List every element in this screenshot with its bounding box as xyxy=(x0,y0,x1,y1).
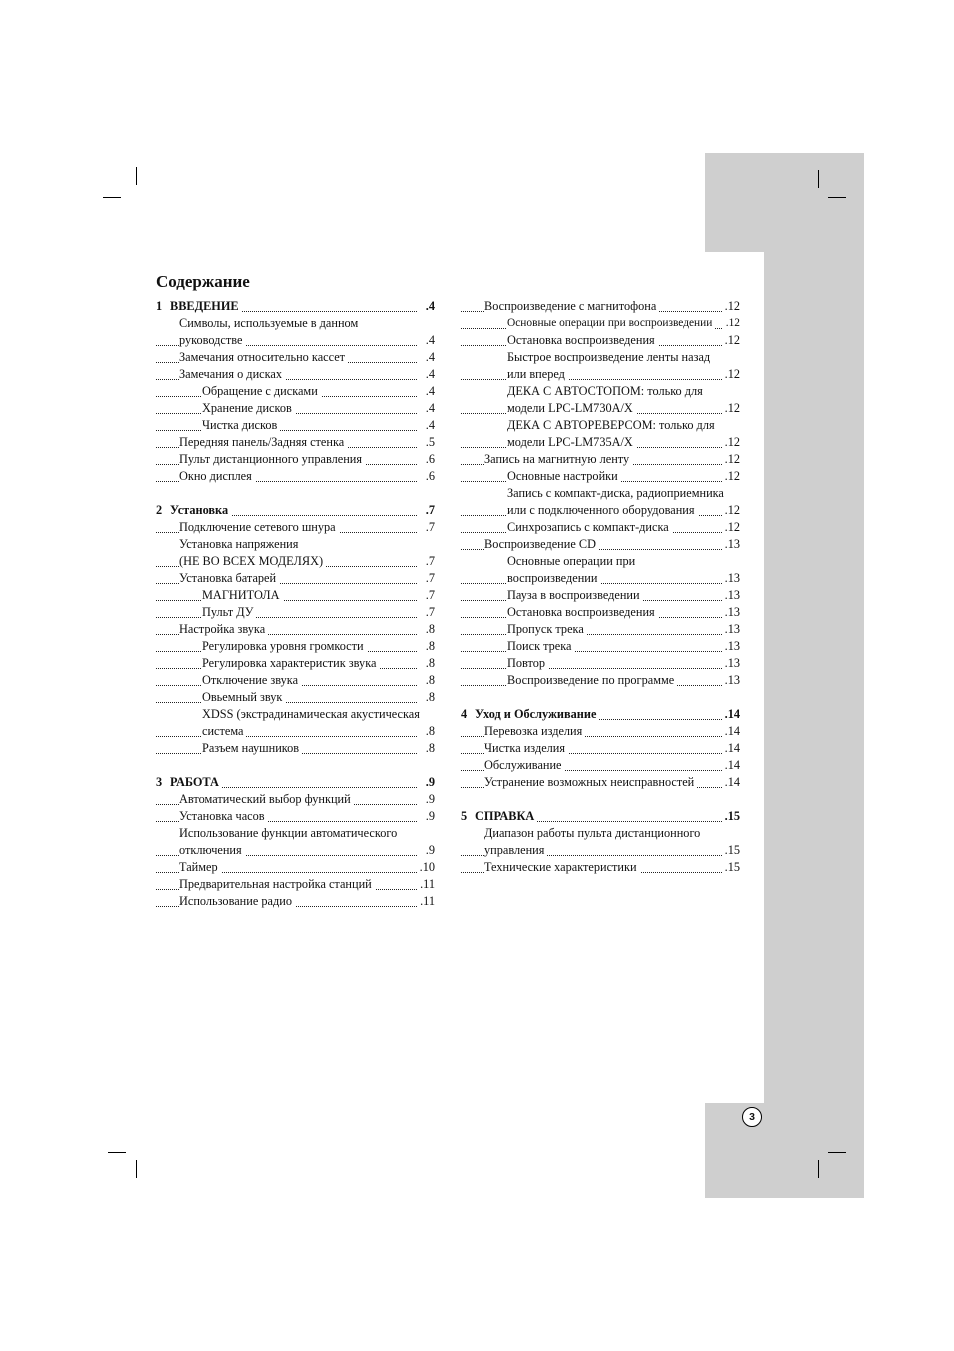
toc-right-column xyxy=(461,298,740,876)
toc-section-2[interactable]: 2 Установка .7 xyxy=(156,503,435,517)
toc-subentry[interactable]: Быстрое воспроизведение ленты назад xyxy=(461,349,740,366)
toc-subentry[interactable]: Остановка воспроизведения .13 xyxy=(461,604,740,621)
toc-entry[interactable]: отключения .9 xyxy=(156,842,435,859)
toc-subentry[interactable]: Основные настройки .12 xyxy=(461,468,740,485)
toc-subentry[interactable]: Обращение с дисками .4 xyxy=(156,383,435,400)
crop-mark-top-left-h xyxy=(103,197,121,198)
toc-subentry[interactable]: ДЕКА С АВТОРЕВЕРСОМ: только для xyxy=(461,417,740,434)
toc-entry[interactable]: Установка батарей .7 xyxy=(156,570,435,587)
toc-subentry[interactable]: Остановка воспроизведения .12 xyxy=(461,332,740,349)
toc-entry[interactable]: Таймер .10 xyxy=(156,859,435,876)
toc-subentry[interactable]: Основные операции при воспроизведении .12 xyxy=(461,315,740,332)
toc-subentry[interactable]: Запись с компакт-диска, радиоприемника xyxy=(461,485,740,502)
toc-entry[interactable]: Передняя панель/Задняя стенка .5 xyxy=(156,434,435,451)
toc-entry[interactable]: (НЕ ВО ВСЕХ МОДЕЛЯХ) .7 xyxy=(156,553,435,570)
toc-entry[interactable]: Использование радио .11 xyxy=(156,893,435,910)
toc-subentry[interactable]: XDSS (экстрадинамическая акустическая xyxy=(156,706,435,723)
toc-entry[interactable]: Чистка изделия .14 xyxy=(461,740,740,757)
toc-subentry[interactable]: воспроизведении .13 xyxy=(461,570,740,587)
toc-entry[interactable]: Устранение возможных неисправностей .14 xyxy=(461,774,740,791)
toc-entry[interactable]: Замечания о дисках .4 xyxy=(156,366,435,383)
crop-mark-bottom-right-h xyxy=(828,1152,846,1153)
toc-entry[interactable]: Подключение сетевого шнура .7 xyxy=(156,519,435,536)
toc-subentry[interactable]: Регулировка характеристик звука .8 xyxy=(156,655,435,672)
side-tab-strip xyxy=(764,252,864,1103)
page-title: Содержание xyxy=(156,272,250,291)
section-gap xyxy=(156,485,435,502)
toc-section-3[interactable]: 3 РАБОТА .9 xyxy=(156,775,435,789)
toc-entry[interactable]: Обслуживание .14 xyxy=(461,757,740,774)
toc-entry[interactable]: Воспроизведение CD .13 xyxy=(461,536,740,553)
toc-entry[interactable]: Настройка звука .8 xyxy=(156,621,435,638)
crop-mark-top-right-h xyxy=(828,197,846,198)
toc-entry[interactable]: Пульт дистанционного управления .6 xyxy=(156,451,435,468)
toc-entry[interactable]: Окно дисплея .6 xyxy=(156,468,435,485)
toc-subentry[interactable]: Пульт ДУ .7 xyxy=(156,604,435,621)
toc-subentry[interactable]: Хранение дисков .4 xyxy=(156,400,435,417)
crop-mark-top-right-v xyxy=(818,170,819,188)
toc-entry[interactable]: Символы, используемые в данном xyxy=(156,315,435,332)
toc-subentry[interactable]: или с подключенного оборудования .12 xyxy=(461,502,740,519)
toc-subentry[interactable]: Поиск трека .13 xyxy=(461,638,740,655)
toc-subentry[interactable]: Пропуск трека .13 xyxy=(461,621,740,638)
section-gap xyxy=(461,689,740,706)
crop-mark-bottom-left-v xyxy=(136,1160,137,1178)
toc-entry[interactable]: управления .15 xyxy=(461,842,740,859)
side-tab-top xyxy=(705,153,864,252)
toc-entry[interactable]: Замечания относительно кассет .4 xyxy=(156,349,435,366)
side-tab-bottom xyxy=(705,1103,864,1198)
toc-subentry[interactable]: ДЕКА С АВТОСТОПОМ: только для xyxy=(461,383,740,400)
toc-subentry[interactable]: Чистка дисков .4 xyxy=(156,417,435,434)
toc-entry[interactable]: руководстве .4 xyxy=(156,332,435,349)
toc-subentry[interactable]: модели LPC-LM730A/X .12 xyxy=(461,400,740,417)
toc-entry[interactable]: Технические характеристики .15 xyxy=(461,859,740,876)
toc-entry[interactable]: Автоматический выбор функций .9 xyxy=(156,791,435,808)
toc-subentry[interactable]: Регулировка уровня громкости .8 xyxy=(156,638,435,655)
toc-section-4[interactable]: 4 Уход и Обслуживание .14 xyxy=(461,707,740,721)
toc-subentry[interactable]: Овьемный звук .8 xyxy=(156,689,435,706)
toc-entry[interactable]: Установка напряжения xyxy=(156,536,435,553)
toc-subentry[interactable]: Основные операции при xyxy=(461,553,740,570)
toc-subentry[interactable]: Пауза в воспроизведении .13 xyxy=(461,587,740,604)
section-gap xyxy=(156,757,435,774)
toc-subentry[interactable]: МАГНИТОЛА .7 xyxy=(156,587,435,604)
toc-entry[interactable]: Воспроизведение с магнитофона .12 xyxy=(461,298,740,315)
toc-subentry[interactable]: система .8 xyxy=(156,723,435,740)
toc-entry[interactable]: Диапазон работы пульта дистанционного xyxy=(461,825,740,842)
toc-subentry[interactable]: модели LPC-LM735A/X .12 xyxy=(461,434,740,451)
toc-subentry[interactable]: Синхрозапись с компакт-диска .12 xyxy=(461,519,740,536)
toc-subentry[interactable]: или вперед .12 xyxy=(461,366,740,383)
toc-section-5[interactable]: 5 СПРАВКА .15 xyxy=(461,809,740,823)
toc-subentry[interactable]: Разъем наушников .8 xyxy=(156,740,435,757)
toc-entry[interactable]: Перевозка изделия .14 xyxy=(461,723,740,740)
section-gap xyxy=(461,791,740,808)
toc-entry[interactable]: Запись на магнитную ленту .12 xyxy=(461,451,740,468)
toc-left-column xyxy=(156,298,435,910)
page-number-badge: 3 xyxy=(742,1107,762,1127)
crop-mark-bottom-right-v xyxy=(818,1160,819,1178)
toc-entry[interactable]: Использование функции автоматического xyxy=(156,825,435,842)
toc-subentry[interactable]: Повтор .13 xyxy=(461,655,740,672)
toc-entry[interactable]: Предварительная настройка станций .11 xyxy=(156,876,435,893)
toc-section-1[interactable]: 1 ВВЕДЕНИЕ .4 xyxy=(156,299,435,313)
toc-subentry[interactable]: Отключение звука .8 xyxy=(156,672,435,689)
toc-subentry[interactable]: Воспроизведение по программе .13 xyxy=(461,672,740,689)
crop-mark-top-left-v xyxy=(136,167,137,185)
toc-entry[interactable]: Установка часов .9 xyxy=(156,808,435,825)
crop-mark-bottom-left-h xyxy=(108,1152,126,1153)
